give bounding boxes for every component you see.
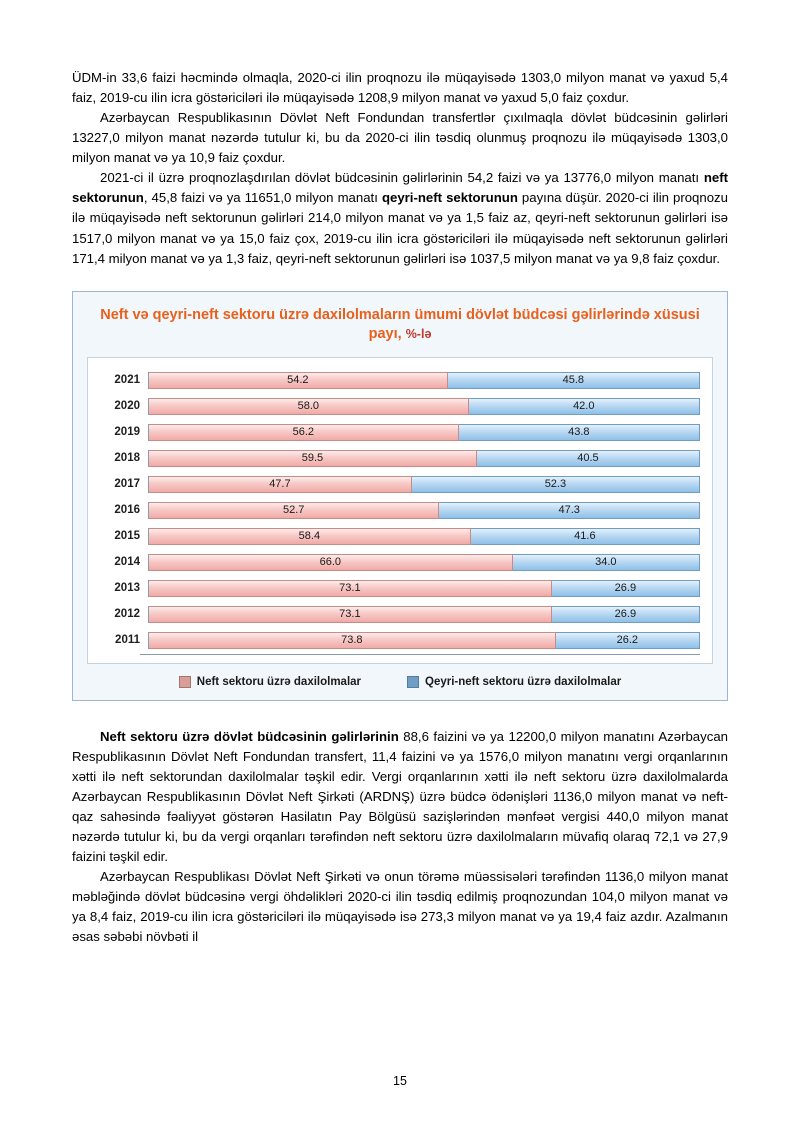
chart-category-label: 2016 (114, 504, 140, 517)
chart-bar-value-oil: 58.0 (297, 400, 319, 413)
chart-bar-segment-oil (149, 580, 552, 597)
legend-swatch-oil-icon (179, 676, 191, 688)
chart-category-label: 2019 (114, 426, 140, 439)
chart-bar-segment-oil (149, 424, 459, 441)
legend-swatch-nonoil-icon (407, 676, 419, 688)
chart-bar-segment-nonoil (439, 502, 700, 519)
chart-row (94, 602, 700, 627)
legend-item-oil (179, 676, 361, 688)
p4-bold-1: Neft sektoru üzrə dövlət büdcəsinin gəlirlərinin (100, 728, 399, 744)
chart-rows (94, 368, 700, 653)
p3-bold-1: neft sektorunun (72, 170, 728, 206)
chart-title (87, 306, 713, 345)
chart-bar-group (148, 424, 700, 441)
legend-label-oil: Neft sektoru üzrə daxilolmalar (196, 675, 362, 688)
chart-bar-value-oil: 66.0 (319, 556, 342, 569)
chart-bar-value-nonoil: 43.8 (568, 426, 590, 439)
chart-bar-segment-oil (149, 372, 448, 389)
chart-bar-value-oil: 52.7 (282, 504, 305, 517)
chart-bar-segment-nonoil (552, 580, 700, 597)
chart-bar-segment-nonoil (412, 476, 700, 493)
chart-bar-segment-oil (149, 554, 513, 571)
chart-category-label: 2021 (114, 374, 140, 387)
chart-bar-segment-oil (149, 398, 469, 415)
paragraph-3 (72, 168, 728, 268)
page-number: 15 (393, 1074, 407, 1088)
chart-row (94, 394, 700, 419)
chart-bar-value-nonoil: 52.3 (544, 478, 567, 491)
chart-bar-segment-nonoil (552, 606, 700, 623)
chart-bar-segment-nonoil (556, 632, 700, 649)
chart-bar-segment-nonoil (477, 450, 700, 467)
chart-bar-group (148, 580, 700, 597)
paragraph-5: Azərbaycan Respublikası Dövlət Neft Şirkəti və onun törəmə müəssisələri tərəfindən 1136,0 milyon manat məbləğində dövlət büdcəsinə vergi öhdəlikləri 2020-ci ilin təsdiq edilmiş proqnozundan 104,0 milyon manat və ya 8,4 faiz, 2019-cu ilin icra göstəriciləri ilə müqayisədə isə 273,3 milyon manat və ya 19,4 faiz azdır. Azalmanın əsas səbəbi növbəti il (72, 869, 728, 945)
chart-bar-group (148, 398, 700, 415)
chart-bar-segment-oil (149, 502, 439, 519)
chart-bar-value-oil: 59.5 (301, 452, 324, 465)
chart-bar-segment-nonoil (459, 424, 700, 441)
chart-bar-group (148, 450, 700, 467)
chart-plot-area (87, 357, 713, 664)
p3-text-3: payına düşür. 2020-ci ilin proqnozu ilə müqayisədə neft sektorunun gəlirləri 214,0 milyon manat və ya 1,5 faiz az, qeyri-neft sektorunun gəlirləri isə 1517,0 milyon manat və ya 15,0 faiz çox, 2019-cu ilin icra göstəriciləri ilə müqayisədə neft sektorunun gəlirləri 171,4 milyon manat və ya 1,3 faiz, qeyri-neft sektorunun gəlirləri isə 1037,5 milyon manat və ya 9,8 faiz çoxdur. (72, 190, 728, 266)
chart-category-label: 2012 (114, 608, 140, 621)
chart-legend (87, 676, 713, 690)
chart-bar-group (148, 372, 700, 389)
chart-row (94, 550, 700, 575)
chart-category-label: 2014 (114, 556, 140, 569)
chart-container (72, 291, 728, 701)
chart-category-label: 2017 (114, 478, 140, 491)
chart-bar-group (148, 502, 700, 519)
chart-bar-segment-nonoil (471, 528, 700, 545)
chart-bar-group (148, 528, 700, 545)
chart-bar-value-nonoil: 26.2 (616, 634, 639, 647)
chart-bar-value-nonoil: 42.0 (573, 400, 595, 413)
chart-bar-value-oil: 54.2 (287, 374, 309, 387)
chart-bar-value-oil: 47.7 (269, 478, 291, 491)
chart-bar-group (148, 632, 700, 649)
chart-bar-value-nonoil: 45.8 (562, 374, 585, 387)
chart-bar-segment-oil (149, 528, 471, 545)
chart-category-label: 2020 (114, 400, 140, 413)
paragraph-1: ÜDM-in 33,6 faizi həcmində olmaqla, 2020-ci ilin proqnozu ilə müqayisədə 1303,0 milyon manat və yaxud 5,4 faiz, 2019-cu ilin icra göstəriciləri ilə müqayisədə 1208,9 milyon manat və yaxud 5,0 faiz çoxdur. (72, 70, 728, 106)
chart-row (94, 472, 700, 497)
chart-bar-segment-nonoil (513, 554, 700, 571)
chart-bar-segment-oil (149, 476, 412, 493)
chart-bar-value-oil: 73.1 (339, 608, 361, 621)
chart-bar-value-nonoil: 47.3 (558, 504, 580, 517)
chart-bar-group (148, 554, 700, 571)
chart-bar-segment-oil (149, 450, 477, 467)
chart-bar-value-oil: 56.2 (292, 426, 315, 439)
chart-unit-label: %-lə (405, 327, 432, 342)
paragraph-4 (72, 727, 728, 867)
chart-bar-value-nonoil: 40.5 (577, 452, 599, 465)
chart-x-axis (140, 654, 700, 655)
chart-row (94, 420, 700, 445)
chart-category-label: 2015 (114, 530, 140, 543)
chart-row (94, 498, 700, 523)
chart-row (94, 368, 700, 393)
chart-row (94, 576, 700, 601)
chart-row (94, 628, 700, 653)
p4-text-1: 88,6 faizini və ya 12200,0 milyon manatını Azərbaycan Respublikasının Dövlət Neft Fondundan transfert, 11,4 faizini və ya 1576,0 milyon manatını vergi orqanlarının xətti ilə neft sektorundan daxilolmalar təşkil edir. Vergi orqanlarının xətti ilə neft sektoru üzrə daxilolmalarda Azərbaycan Respublikasının Dövlət Neft Şirkəti (ARDNŞ) üzrə büdcə ödənişləri 1136,0 milyon manat və neft-qaz sahəsində fəaliyyət göstərən Hasilatın Pay Bölgüsü sazişlərindən mənfəət vergisi 440,0 milyon manat nəzərdə tutulur ki, bu da vergi orqanları tərəfindən neft sektoru üzrə daxilolmaların müvafiq olaraq 72,1 və 27,9 faizini təşkil edir. (72, 728, 729, 865)
legend-item-nonoil (407, 676, 621, 688)
chart-bar-value-nonoil: 41.6 (574, 530, 596, 543)
chart-bar-value-oil: 73.1 (339, 582, 361, 595)
chart-bar-segment-nonoil (448, 372, 700, 389)
chart-bar-group (148, 606, 700, 623)
chart-title-text: Neft və qeyri-neft sektoru üzrə daxilolmaların ümumi dövlət büdcəsi gəlirlərində xüsusi payı, (100, 306, 700, 343)
p3-text-2: , 45,8 faizi və ya 11651,0 milyon manatı (143, 190, 382, 206)
chart-category-label: 2011 (115, 634, 140, 647)
chart-category-label: 2013 (114, 582, 140, 595)
chart-row (94, 524, 700, 549)
chart-bar-group (148, 476, 700, 493)
chart-bar-value-oil: 73.8 (341, 634, 363, 647)
p3-text-1: 2021-ci il üzrə proqnozlaşdırılan dövlət büdcəsinin gəlirlərinin 54,2 faizi və ya 13776,0 milyon manatı (100, 170, 704, 186)
chart-row (94, 446, 700, 471)
paragraph-2: Azərbaycan Respublikasının Dövlət Neft Fondundan transfertlər çıxılmaqla dövlət büdcəsinin gəlirləri 13227,0 milyon manat nəzərdə tutulur ki, bu da 2020-ci ilin təsdiq olunmuş proqnozu ilə müqayisədə 1303,0 milyon manat və ya 10,9 faiz çoxdur. (72, 110, 728, 166)
chart-category-label: 2018 (114, 452, 140, 465)
chart-bar-value-nonoil: 26.9 (614, 582, 637, 595)
chart-bar-value-oil: 58.4 (298, 530, 321, 543)
legend-label-nonoil: Qeyri-neft sektoru üzrə daxilolmalar (425, 675, 622, 688)
chart-bar-value-nonoil: 34.0 (595, 556, 617, 569)
chart-bar-segment-oil (149, 632, 556, 649)
p3-bold-2: qeyri-neft sektorunun (381, 190, 518, 206)
chart-bar-segment-nonoil (469, 398, 700, 415)
chart-bar-value-nonoil: 26.9 (614, 608, 637, 621)
chart-bar-segment-oil (149, 606, 552, 623)
